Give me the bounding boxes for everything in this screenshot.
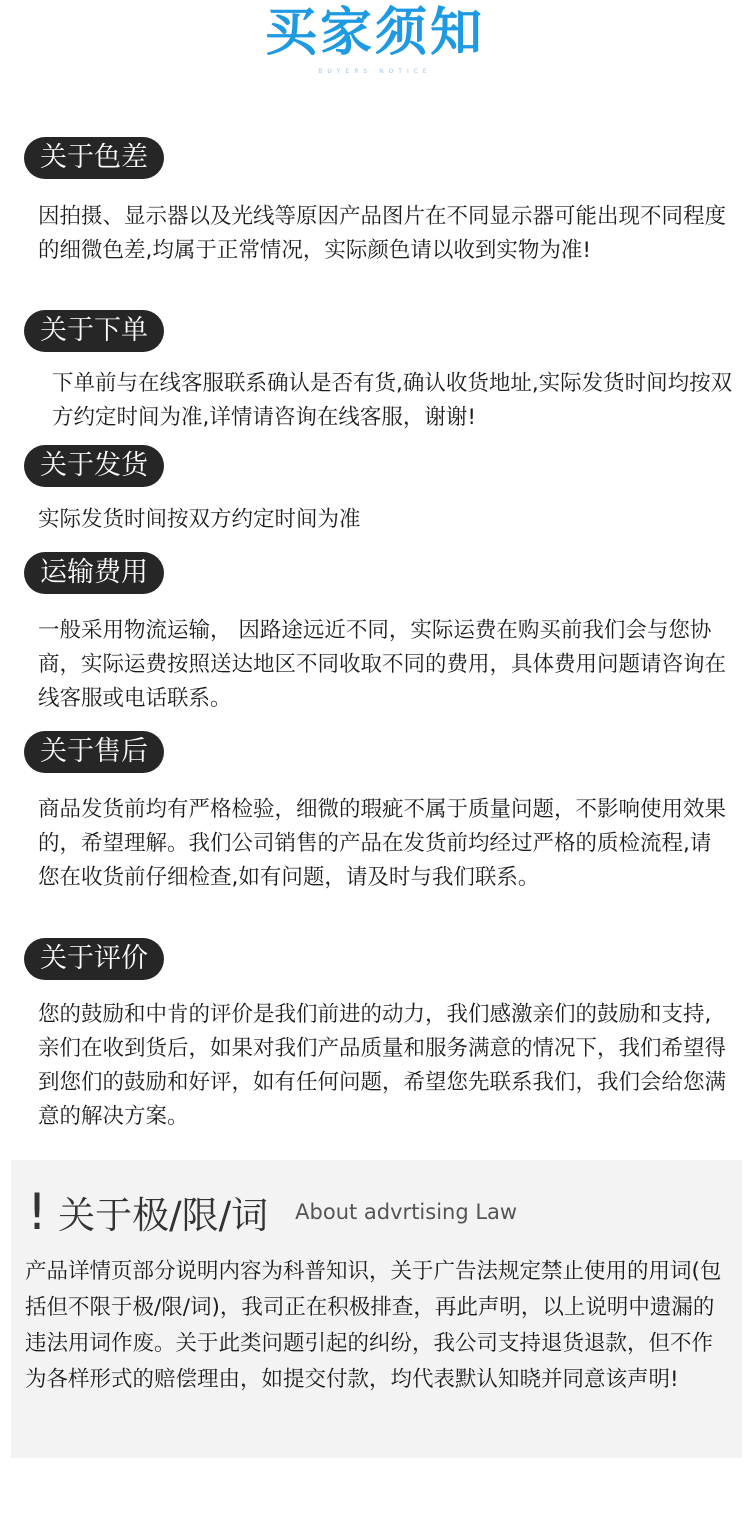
page-subtitle: BUYERS NOTICE: [318, 68, 432, 75]
section-heading-color-difference: 关于色差: [24, 137, 164, 179]
section-text-shipping: 实际发货时间按双方约定时间为准: [38, 507, 361, 532]
section-text-freight: 一般采用物流运输， 因路途远近不同，实际运费在购买前我们会与您协商，实际运费按照送达地区不同收取不同的费用，具体费用问题请咨询在线客服或电话联系。: [38, 618, 727, 711]
section-text-ordering: 下单前与在线客服联系确认是否有货,确认收货地址,实际发货时间均按双方约定时间为准,详情请咨询在线客服，谢谢!: [52, 371, 733, 430]
section-text-reviews: 您的鼓励和中肯的评价是我们前进的动力，我们感激亲们的鼓励和支持,亲们在收到货后，如果对我们产品质量和服务满意的情况下，我们希望得到您们的鼓励和好评，如有任何问题，希望您先联系我们，我们会给您满意的解决方案。: [38, 1002, 727, 1129]
section-heading-reviews: 关于评价: [24, 938, 164, 980]
notice-header: [27, 1182, 517, 1242]
section-heading-shipping: 关于发货: [24, 445, 164, 487]
section-heading-freight: 运输费用: [24, 552, 164, 594]
advertising-law-notice: [11, 1160, 742, 1458]
page-title: 买家须知: [264, 3, 485, 63]
notice-text: 产品详情页部分说明内容为科普知识，关于广告法规定禁止使用的用词(包括但不限于极/限/词)，我司正在积极排查，再此声明，以上说明中遗漏的违法用词作废。关于此类问题引起的纠纷，我公司支持退货退款，但不作为各样形式的赔偿理由，如提交付款，均代表默认知晓并同意该声明!: [25, 1259, 722, 1392]
notice-title: 关于极/限/词: [58, 1194, 269, 1237]
section-heading-after-sales: 关于售后: [24, 731, 164, 773]
section-text-color-difference: 因拍摄、显示器以及光线等原因产品图片在不同显示器可能出现不同程度的细微色差,均属于正常情况，实际颜色请以收到实物为准!: [38, 204, 727, 263]
section-heading-ordering: 关于下单: [24, 310, 164, 352]
exclamation-icon: !: [27, 1183, 48, 1241]
notice-subtitle: About advrtising Law: [295, 1200, 518, 1224]
section-text-after-sales: 商品发货前均有严格检验，细微的瑕疵不属于质量问题，不影响使用效果的，希望理解。我们公司销售的产品在发货前均经过严格的质检流程,请您在收货前仔细检查,如有问题，请及时与我们联系。: [38, 797, 727, 890]
